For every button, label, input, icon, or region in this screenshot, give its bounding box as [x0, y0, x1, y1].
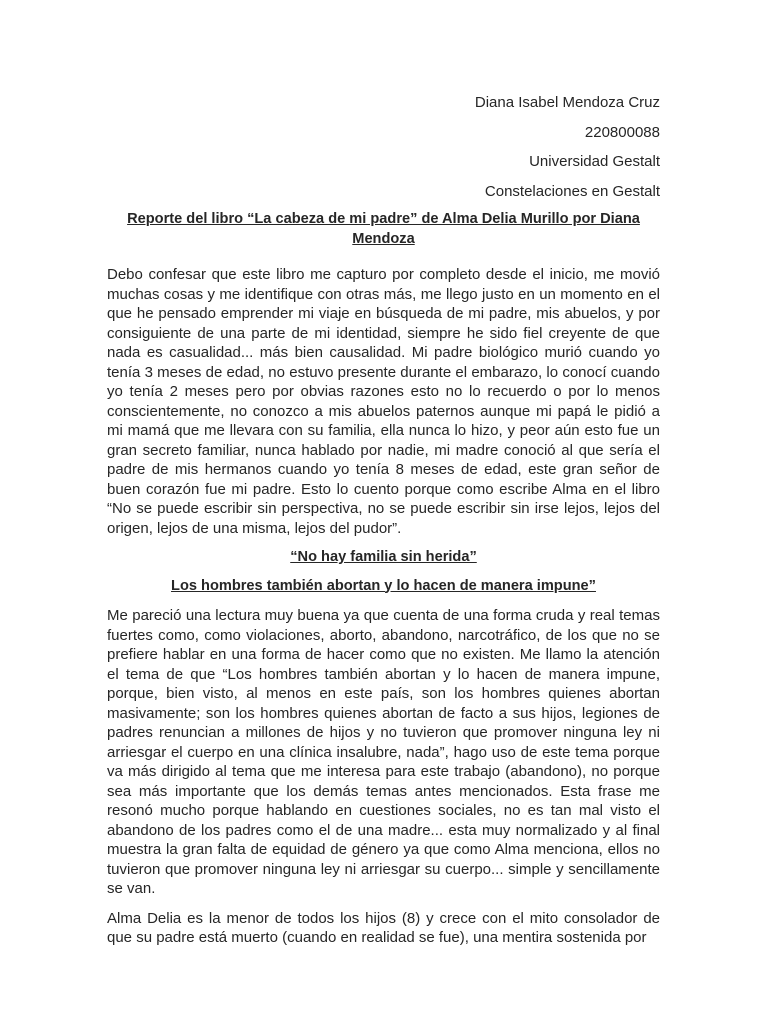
section-heading-2: Los hombres también abortan y lo hacen de manera impune”	[171, 577, 596, 594]
paragraph-2: Me pareció una lectura muy buena ya que cuenta de una forma cruda y real temas fuertes como, como violaciones, aborto, abandono, narcotráfico, de los que no se prefiere hablar en una forma de hacer como que no existen. Me llamo la atención el tema de que “Los hombres también abortan y lo hacen de manera impune, porque, bien visto, al menos en este país, son los hombres quienes abortan masivamente; son los hombres quienes abortan de facto a sus hijos, legiones de padres renuncian a millones de hijos y no tuvieron que promover ninguna ley ni arriesgar el cuerpo en una clínica insalubre, nada”, hago uso de este tema porque va más dirigido al tema que me interesa para este trabajo (abandono), no porque sea más importante que los demás temas antes mencionados. Esta frase me resonó mucho porque hablando en cuestiones sociales, no es tan mal visto el abandono de los padres como el de una madre... esta muy normalizado y al final muestra la gran falta de equidad de género ya que como Alma menciona, ellos no tuvieron que promover ninguna ley ni arriesgar su cuerpo... simple y sencillamente se van.	[107, 607, 660, 897]
section-heading-1: “No hay familia sin herida”	[290, 549, 477, 565]
author-name: Diana Isabel Mendoza Cruz	[474, 94, 660, 111]
paragraph-3: Alma Delia es la menor de todos los hijos (8) y crece con el mito consolador de que su padre está muerto (cuando en realidad se fue), una mentira sostenida por	[107, 909, 660, 946]
student-id: 220800088	[584, 123, 660, 141]
university-name: Universidad Gestalt	[529, 153, 660, 170]
course-name: Constelaciones en Gestalt	[484, 182, 660, 200]
paragraph-1: Debo confesar que este libro me capturo por completo desde el inicio, me movió muchas cosas y me identifique con otras más, me llego justo en un momento en el que he pensado emprender mi viaje en búsqueda de mi padre, mis abuelos, y por consiguiente de una parte de mi identidad, siempre he sido fiel creyente de que nada es casualidad... más bien causalidad. Mi padre biológico murió cuando yo tenía 3 meses de edad, no estuvo presente durante el embarazo, lo conocí cuando yo tenía 2 meses pero por obvias razones esto no lo recuerdo o por lo menos conscientemente, no conozco a mis abuelos paternos aunque mi papá le pidió a mi mamá que me llevara con su familia, ella nunca lo hizo, y peor aún esto fue un gran secreto familiar, nunca hablado por nadie, mi madre conoció al que sería el padre de mis hermanos cuando yo tenía 8 meses de edad, este gran señor de buen corazón fue mi padre. Esto lo cuento porque como escribe Alma en el libro “No se puede escribir sin perspectiva, no se puede escribir sin irse lejos, lejos del origen, lejos de una misma, lejos del pudor”.	[107, 266, 660, 537]
document-title: Reporte del libro “La cabeza de mi padre” de Alma Delia Murillo por Diana Mendoza	[127, 211, 640, 247]
